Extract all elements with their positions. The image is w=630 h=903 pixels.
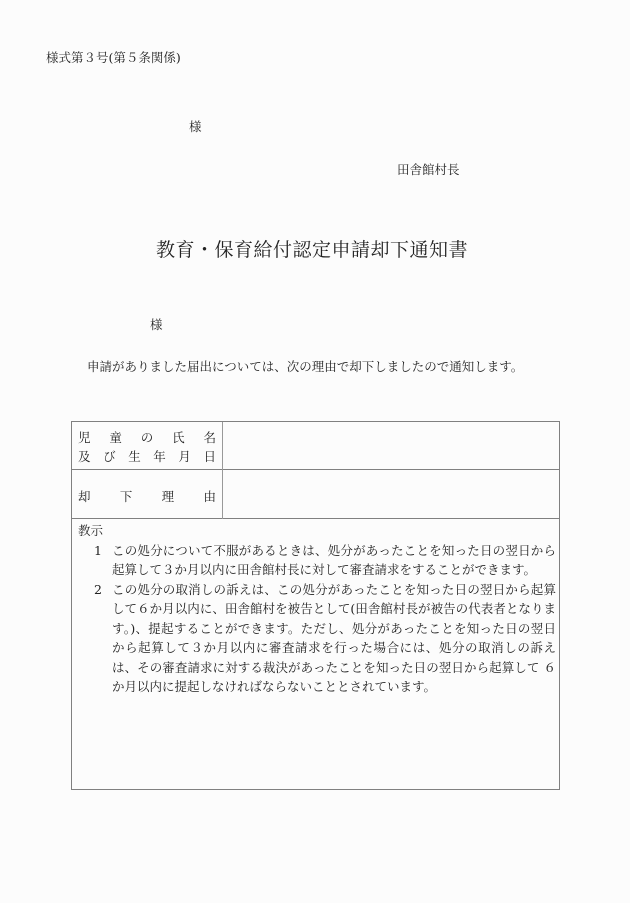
- issuer-name: 田舎館村長: [397, 162, 460, 177]
- addressee-honorific-top: 様: [189, 119, 202, 134]
- notice-item-text: この処分の取消しの訴えは、この処分があったことを知った日の翌日から起算して６か月以内に、田舎館村を被告として(田舎館村長が被告の代表者となります。)、提起することができます。ただし、処分があったことを知った日の翌日から起算して３か月以内に審査請求を行った場合には、処分の取消しの訴えは、その審査請求に対する裁決があったことを知った日の翌日から起算して ６か月以内に提起しなければならないこととされています。: [112, 581, 556, 694]
- label-char: 児: [78, 430, 91, 445]
- label-char: 生: [128, 449, 141, 464]
- notice-item-text: この処分について不服があるときは、処分があったことを知った日の翌日から起算して３か月以内に田舎館村長に対して審査請求をすることができます。: [112, 542, 556, 577]
- label-char: 日: [203, 449, 216, 464]
- child-name-birthdate-value[interactable]: [224, 422, 558, 469]
- notice-item-number: 2: [94, 581, 102, 597]
- label-char: の: [140, 430, 154, 445]
- form-number: 様式第３号(第５条関係): [46, 50, 181, 65]
- notice-table: [71, 421, 560, 790]
- label-char: 却: [78, 489, 91, 504]
- intro-text: 申請がありました届出については、次の理由で却下しましたので通知します。: [87, 359, 524, 374]
- addressee-honorific-bottom: 様: [150, 317, 163, 332]
- label-child-name: [78, 428, 216, 446]
- label-char: 月: [178, 449, 191, 464]
- label-char: 及: [78, 449, 91, 464]
- notice-item: [78, 580, 556, 697]
- table-row-child-name-birthdate: [72, 422, 559, 470]
- column-divider: [222, 422, 223, 519]
- notice-item: [78, 541, 556, 580]
- label-char: 年: [153, 449, 166, 464]
- label-char: び: [103, 449, 116, 464]
- label-char: 名: [203, 430, 216, 445]
- document-title: 教育・保育給付認定申請却下通知書: [156, 239, 469, 261]
- label-birthdate: [78, 447, 216, 465]
- appeal-notice: [78, 521, 556, 697]
- rejection-reason-value[interactable]: [224, 470, 558, 518]
- notice-item-number: 1: [94, 542, 102, 558]
- label-rejection-reason: [78, 487, 216, 505]
- label-char: 理: [161, 489, 175, 504]
- label-char: 由: [203, 489, 216, 504]
- notice-heading: 教示: [78, 523, 104, 538]
- label-char: 氏: [172, 430, 185, 445]
- label-char: 童: [109, 430, 122, 445]
- label-char: 下: [119, 489, 133, 504]
